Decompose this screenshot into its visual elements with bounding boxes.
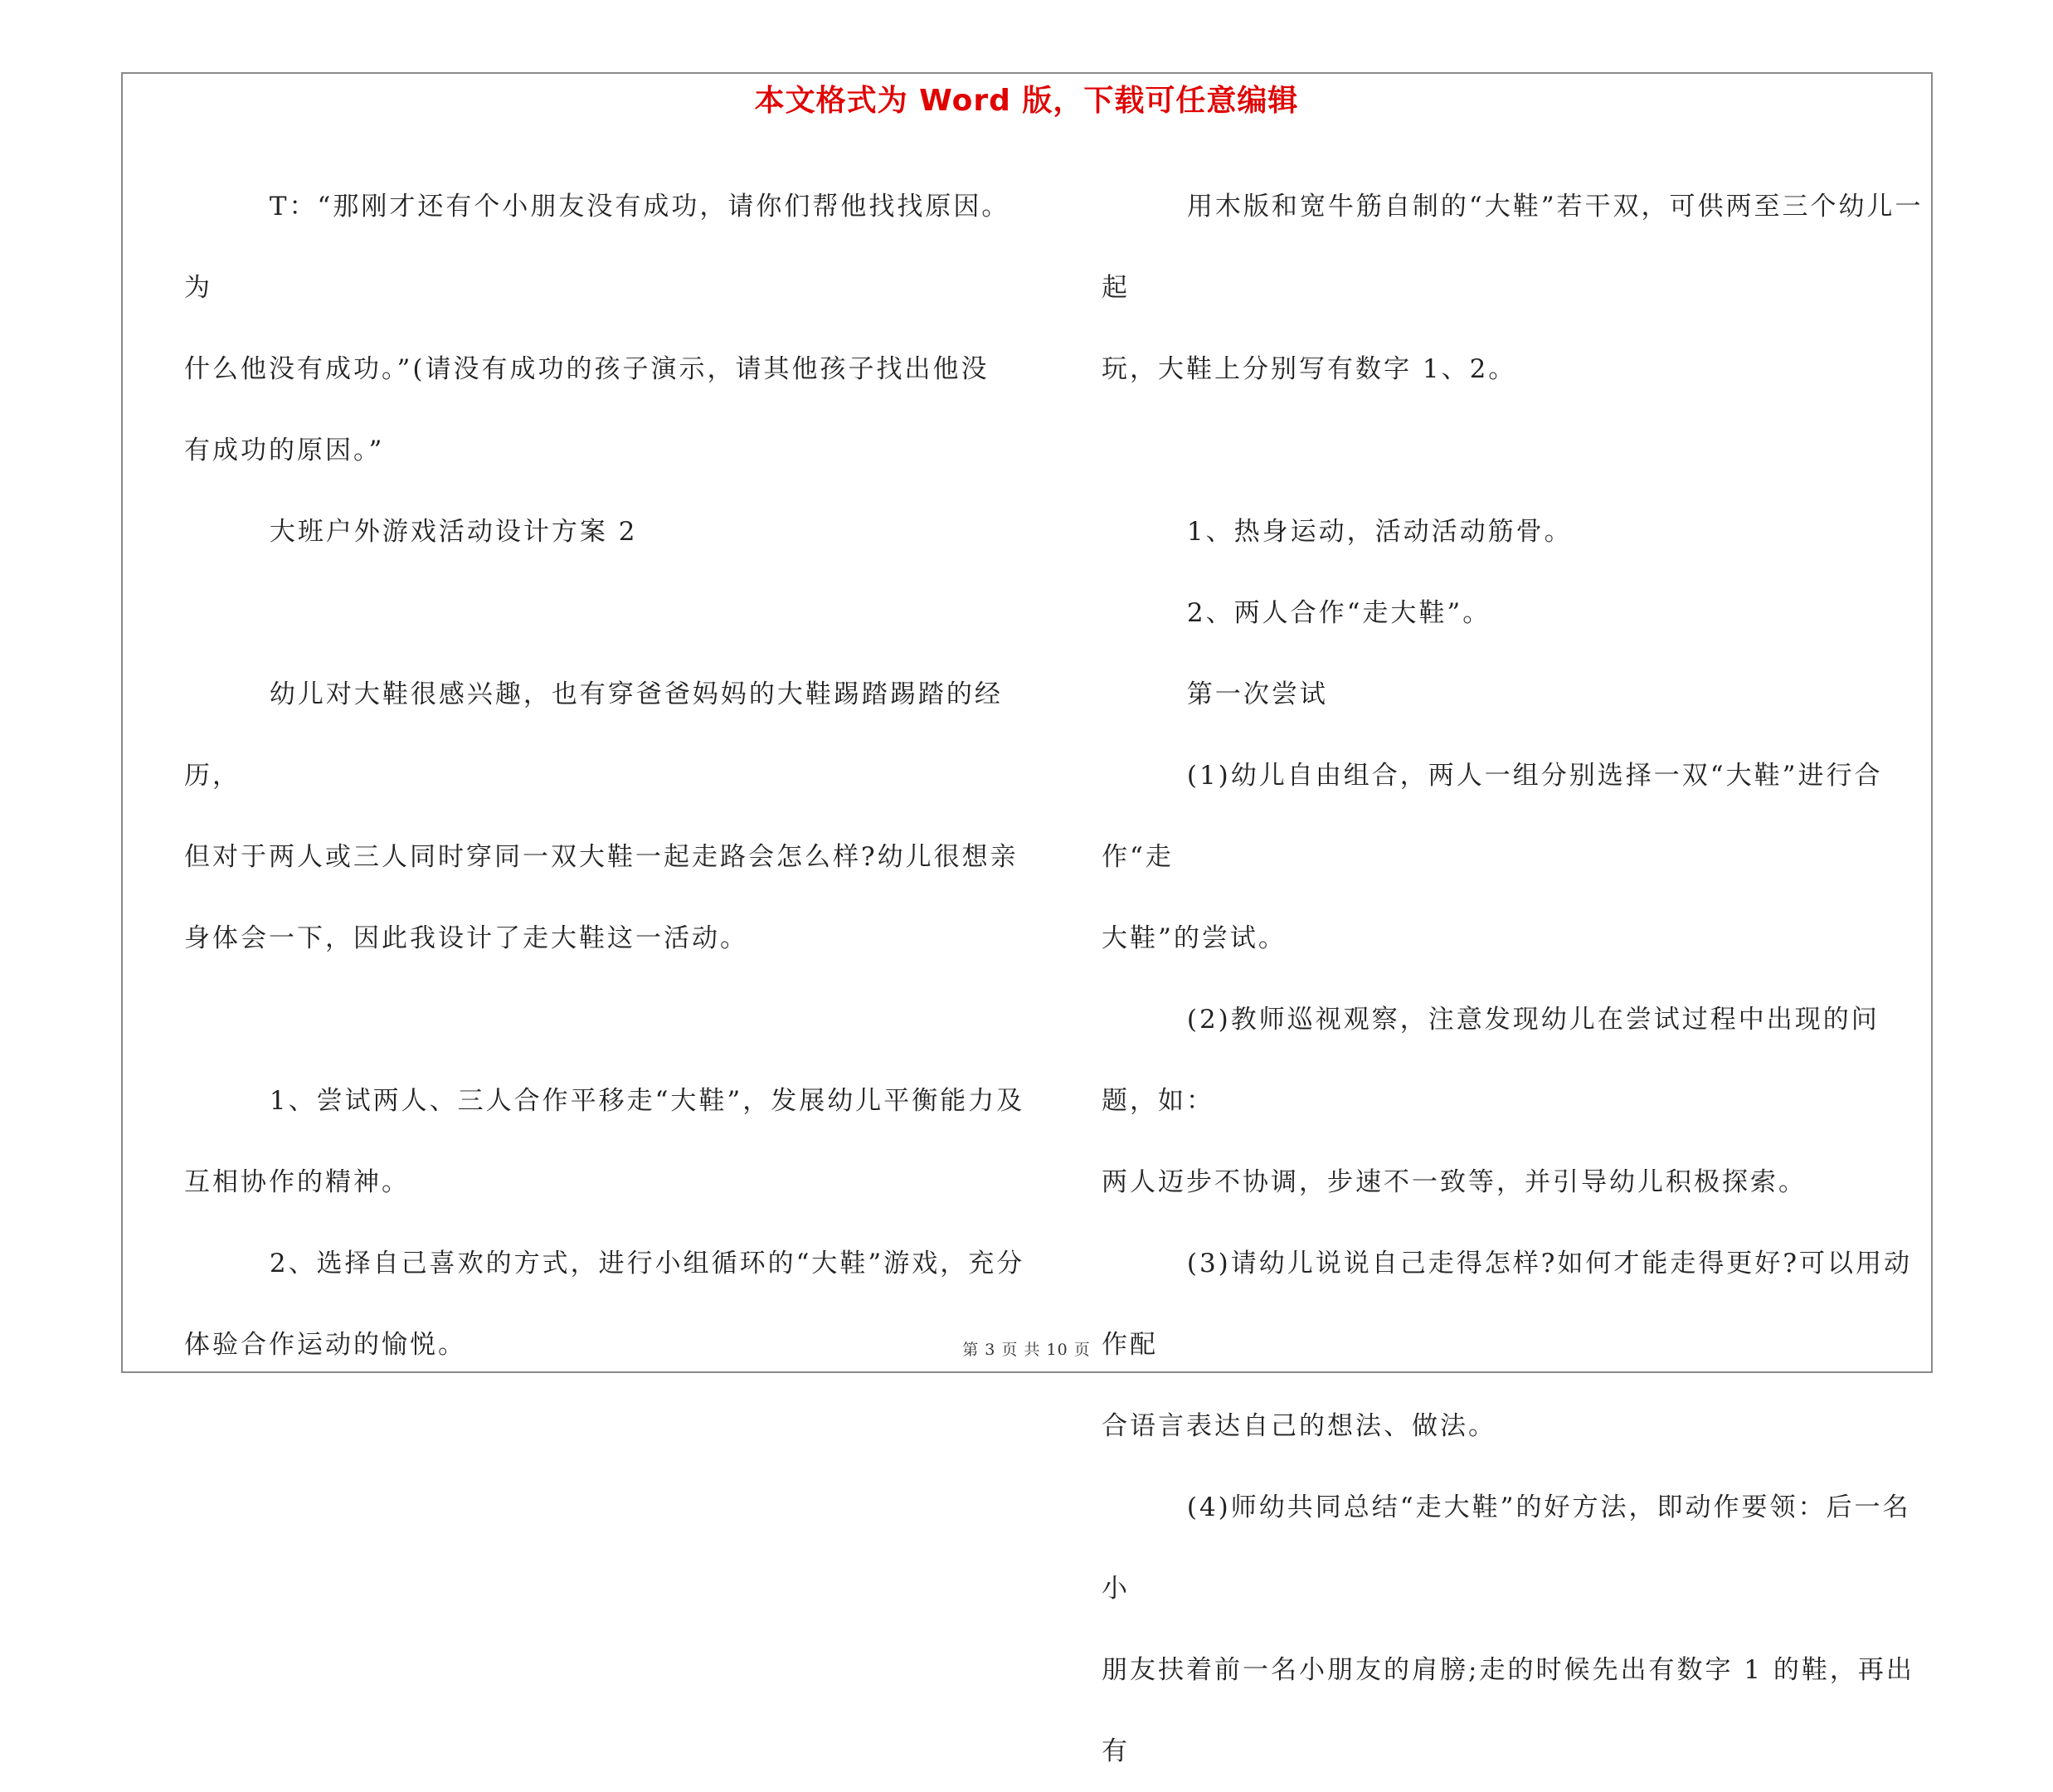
text-line: 大鞋”的尝试。	[1102, 923, 1287, 953]
text-line: 什么他没有成功。”(请没有成功的孩子演示，请其他孩子找出他没	[184, 354, 990, 384]
text-line: 玩，大鞋上分别写有数字 1、2。	[1102, 354, 1517, 384]
text-line: 2、选择自己喜欢的方式，进行小组循环的“大鞋”游戏，充分	[184, 1249, 1025, 1278]
text-line: 1、热身运动，活动活动筋骨。	[1102, 517, 1573, 547]
text-line: 但对于两人或三人同时穿同一双大鞋一起走路会怎么样?幼儿很想亲	[184, 842, 1019, 872]
format-notice: 本文格式为 Word 版，下载可任意编辑	[754, 84, 1299, 118]
text-line: 体验合作运动的愉悦。	[184, 1330, 466, 1360]
text-line: 幼儿对大鞋很感兴趣，也有穿爸爸妈妈的大鞋踢踏踢踏的经历，	[184, 679, 1003, 791]
blank-line	[184, 572, 1027, 654]
right-text-column	[1102, 166, 1931, 1792]
page-number: 第 3 页 共 10 页	[962, 1341, 1091, 1359]
text-line: 身体会一下，因此我设计了走大鞋这一活动。	[184, 923, 748, 953]
text-line: 朋友扶着前一名小朋友的肩膀;走的时候先出有数字 1 的鞋，再出有	[1102, 1655, 1914, 1766]
text-line: 互相协作的精神。	[184, 1167, 410, 1197]
text-line: (3)请幼儿说说自己走得怎样?如何才能走得更好?可以用动作配	[1102, 1249, 1912, 1360]
text-line: T：“那刚才还有个小朋友没有成功，请你们帮他找找原因。为	[184, 192, 1010, 303]
text-line: 1、尝试两人、三人合作平移走“大鞋”，发展幼儿平衡能力及	[184, 1086, 1025, 1116]
text-line: 2、两人合作“走大鞋”。	[1102, 598, 1491, 628]
blank-line	[1102, 410, 1931, 491]
text-line: (1)幼儿自由组合，两人一组分别选择一双“大鞋”进行合作“走	[1102, 761, 1883, 872]
text-line: (2)教师巡视观察，注意发现幼儿在尝试过程中出现的问题，如：	[1102, 1005, 1880, 1116]
left-text-column	[184, 166, 1027, 1385]
blank-line	[184, 979, 1027, 1060]
text-line: 两人迈步不协调，步速不一致等，并引导幼儿积极探索。	[1102, 1167, 1807, 1197]
text-line: 合语言表达自己的想法、做法。	[1102, 1411, 1496, 1441]
text-line: (4)师幼共同总结“走大鞋”的好方法，即动作要领：后一名小	[1102, 1493, 1911, 1604]
section-heading: 大班户外游戏活动设计方案 2	[184, 517, 638, 547]
text-line: 有成功的原因。”	[184, 436, 385, 465]
text-line: 第一次尝试	[1102, 679, 1328, 709]
text-line: 用木版和宽牛筋自制的“大鞋”若干双，可供两至三个幼儿一起	[1102, 192, 1924, 303]
